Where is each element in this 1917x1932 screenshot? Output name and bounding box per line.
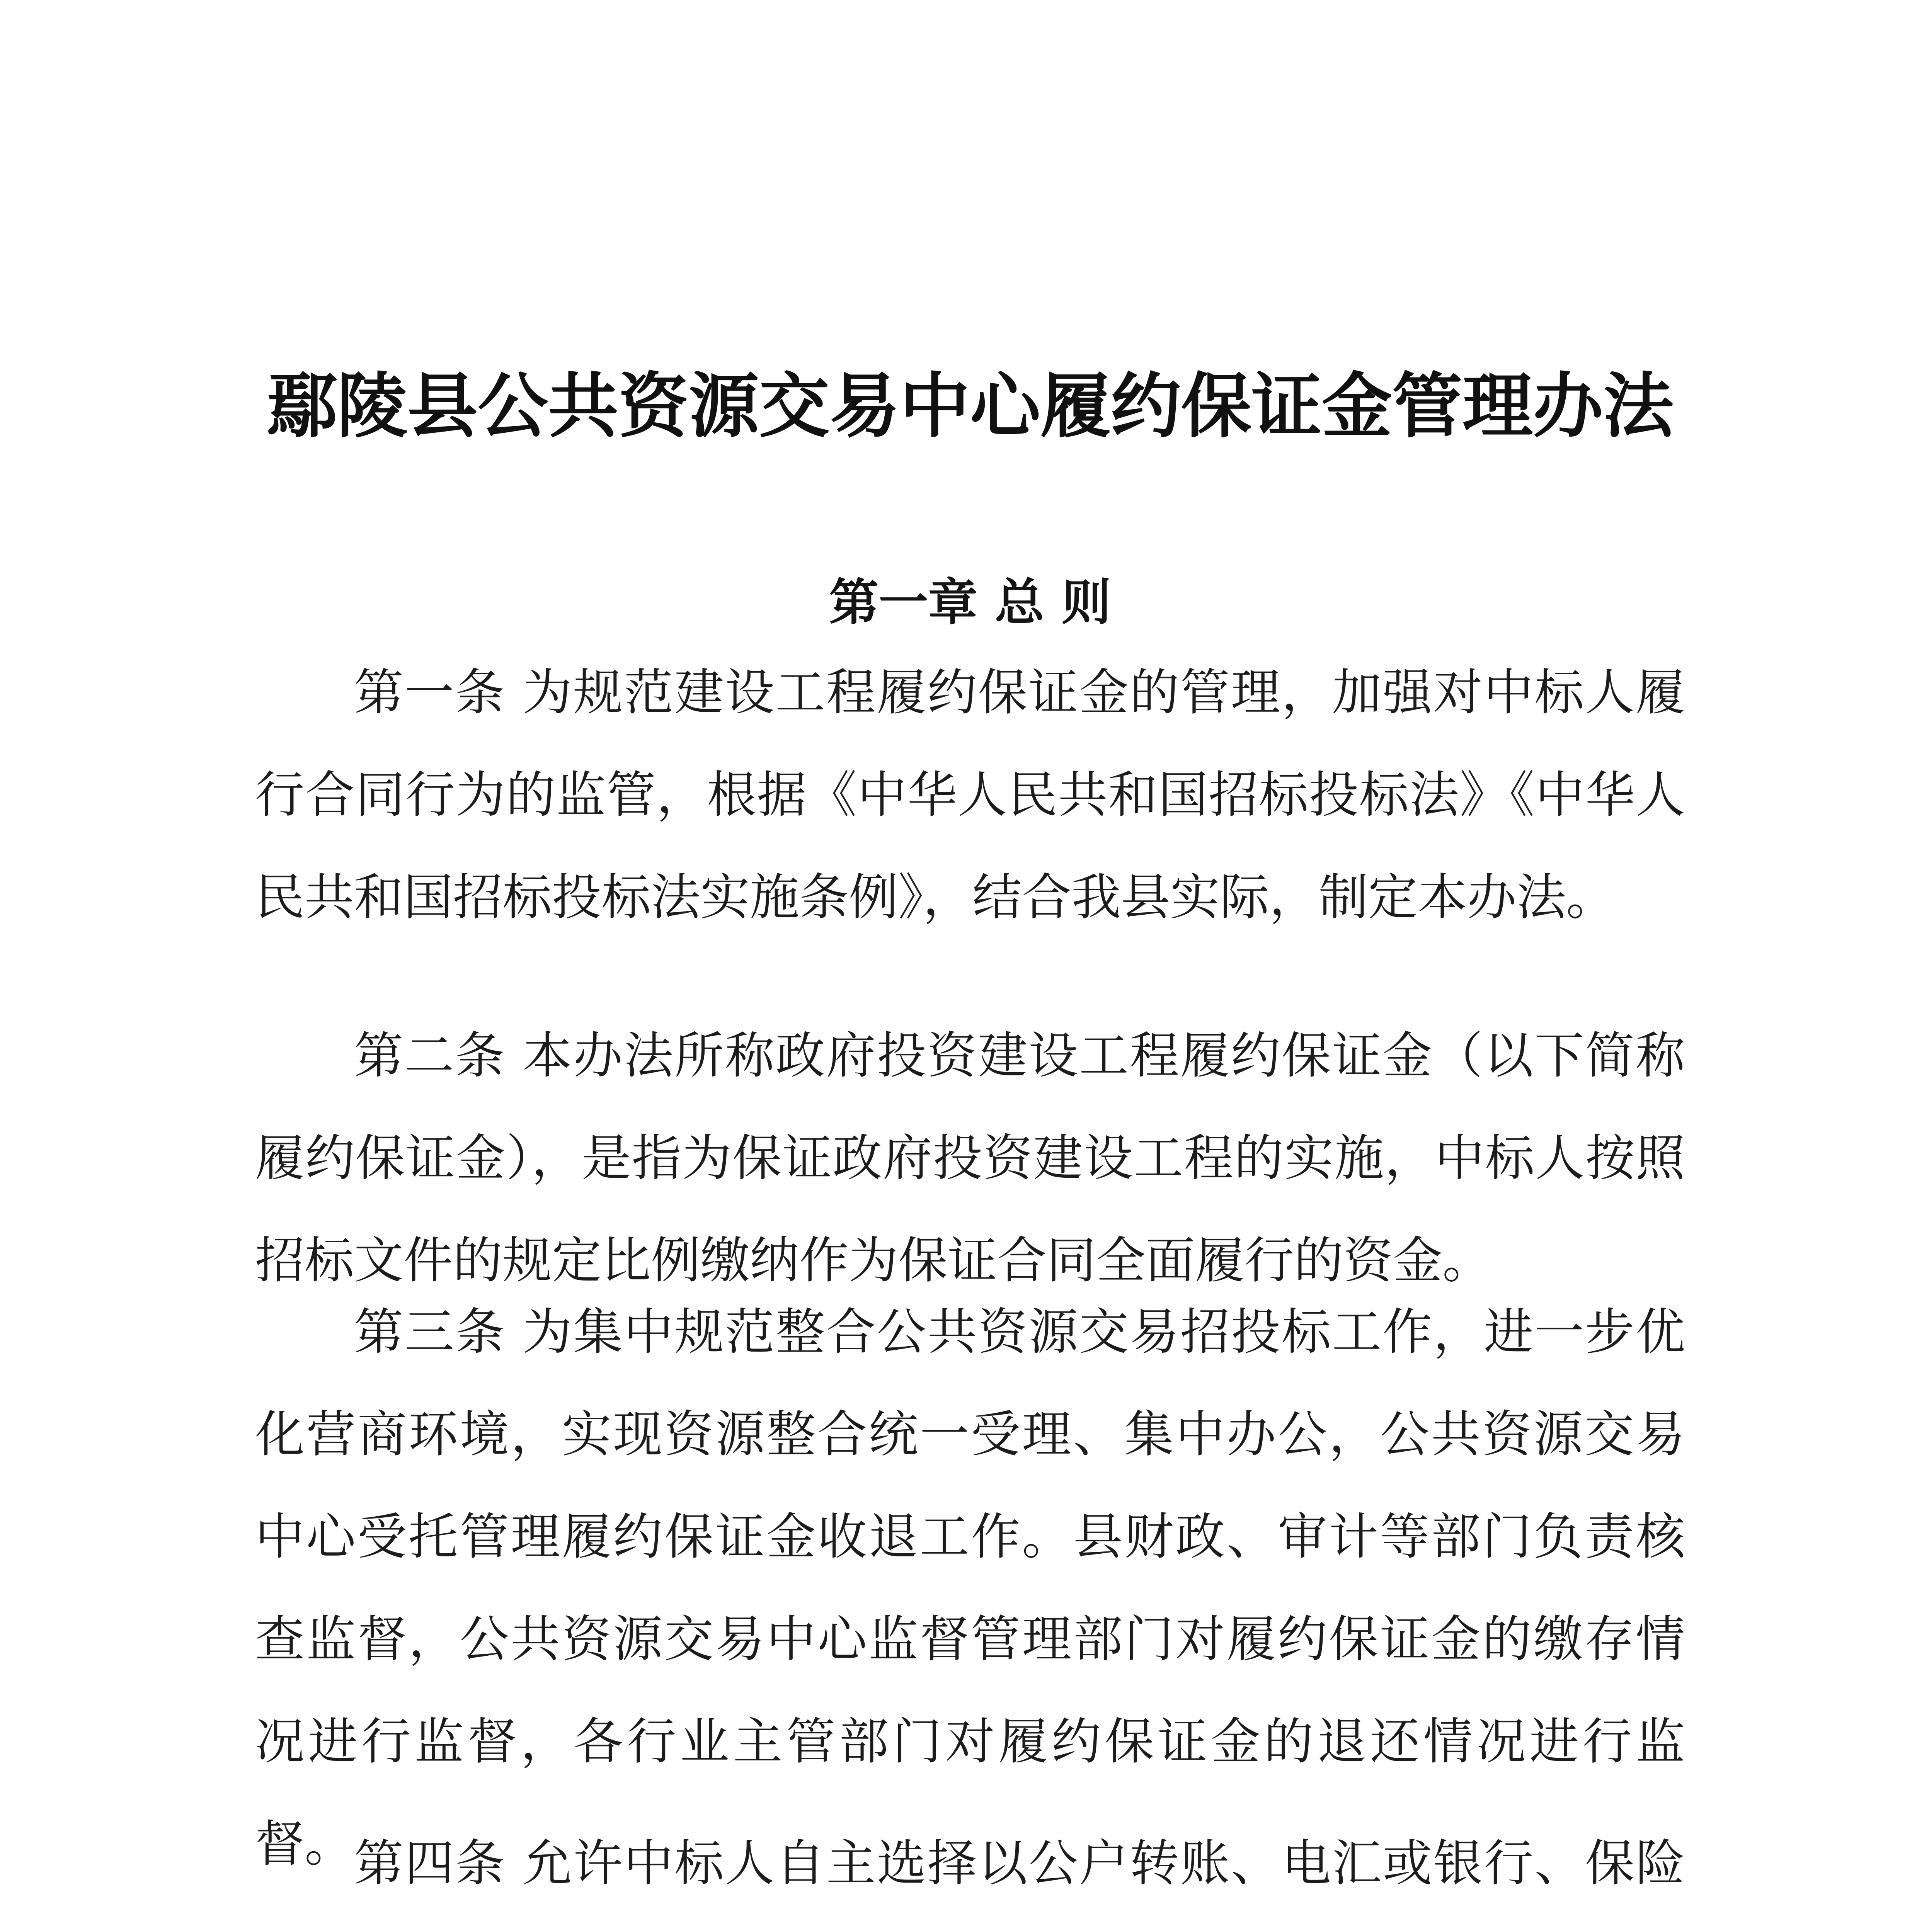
article-2: 第二条 本办法所称政府投资建设工程履约保证金（以下简称履约保证金），是指为保证政府投资建设工程的实施，中标人按照招标文件的规定比例缴纳作为保证合同全面履行的资金。 xyxy=(255,1027,1685,1289)
article-4: 第四条 允许中标人自主选择以公户转账、电汇或银行、保险 xyxy=(354,1835,1685,1892)
chapter-heading-1: 第一章 总 则 xyxy=(829,574,1111,631)
article-1: 第一条 为规范建设工程履约保证金的管理，加强对中标人履行合同行为的监管，根据《中华人民共和国招标投标法》《中华人民共和国招标投标法实施条例》，结合我县实际，制定本办法。 xyxy=(255,664,1685,926)
article-3: 第三条 为集中规范整合公共资源交易招投标工作，进一步优化营商环境，实现资源整合统一受理、集中办公，公共资源交易中心受托管理履约保证金收退工作。县财政、审计等部门负责核查监督，公共资源交易中心监督管理部门对履约保证金的缴存情况进行监督，各行业主管部门对履约保证金的退还情况进行监督。 xyxy=(255,1303,1685,1873)
document-title: 鄢陵县公共资源交易中心履约保证金管理办法 xyxy=(267,364,1674,447)
